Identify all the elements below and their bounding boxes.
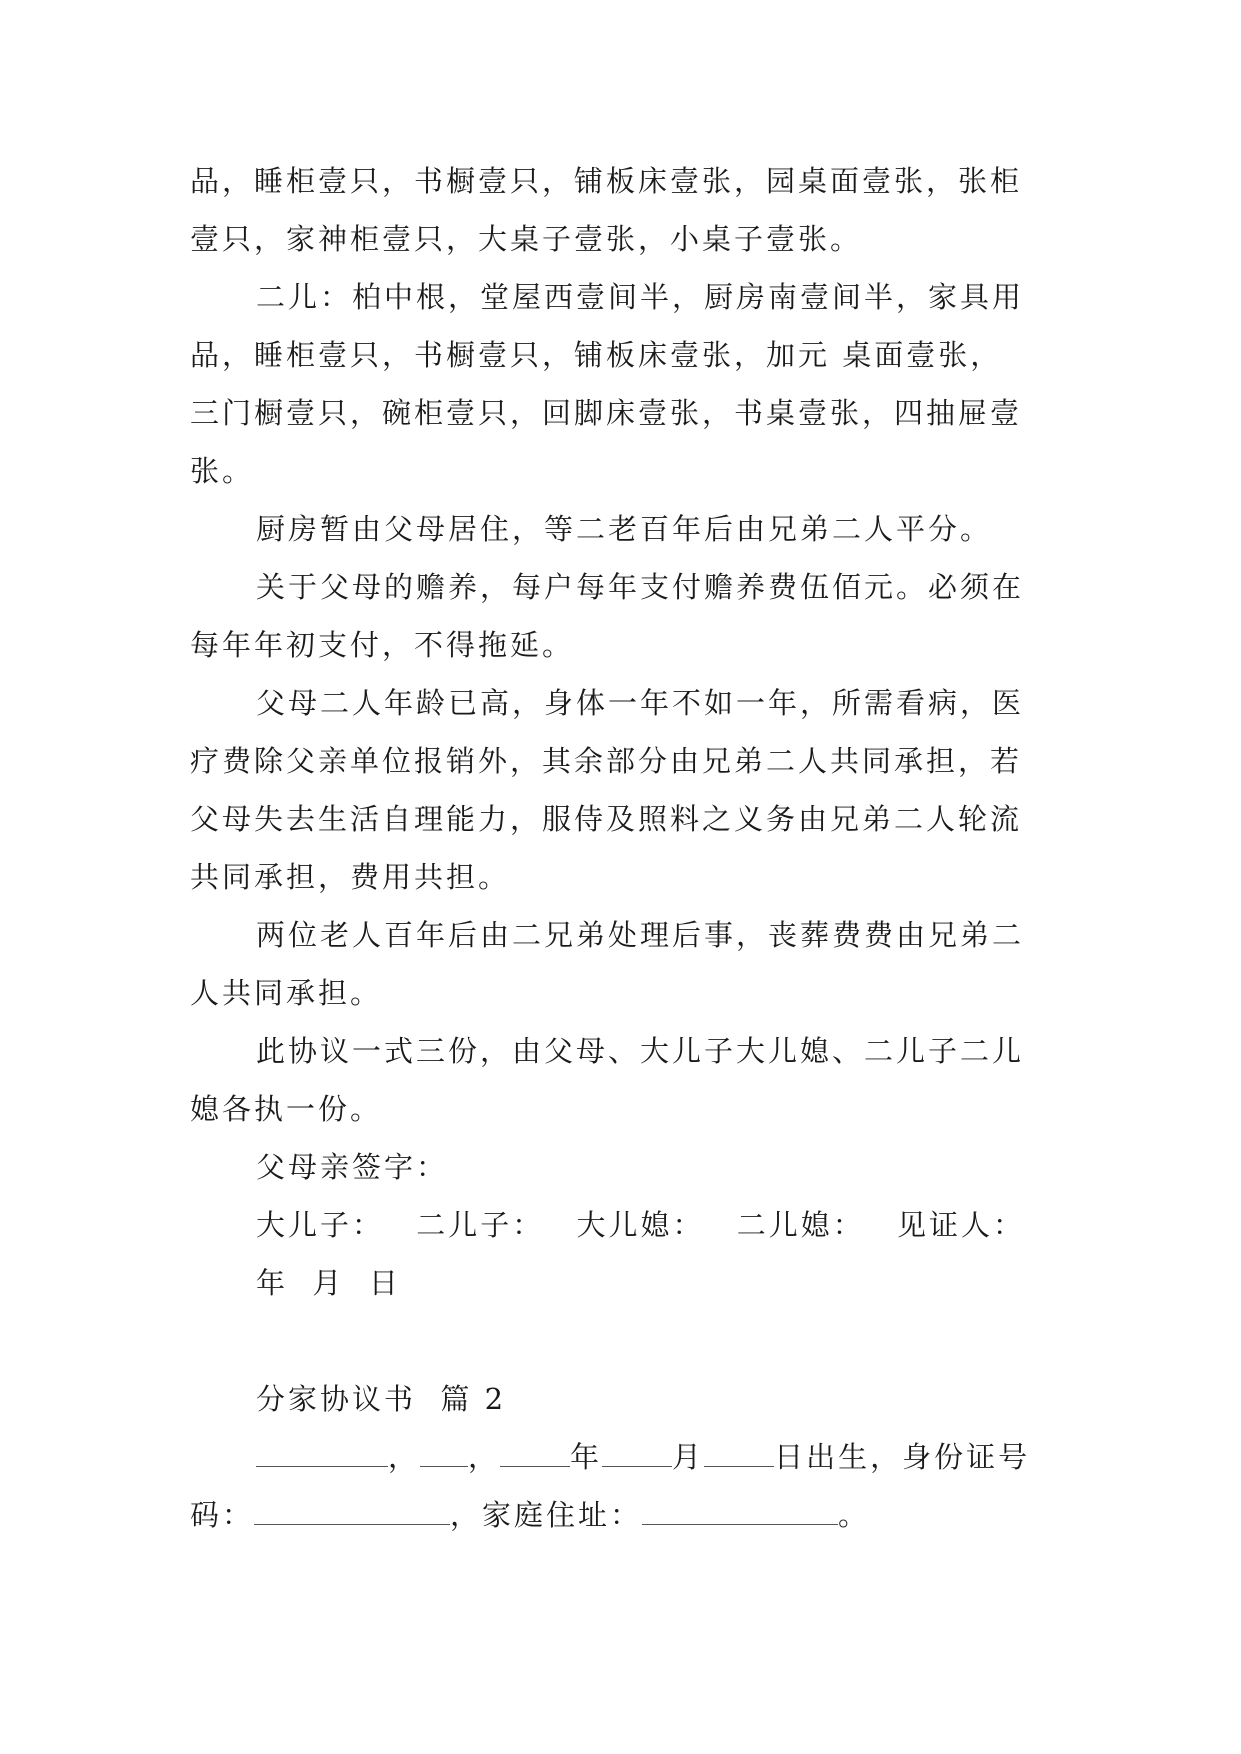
text-line: 疗费除父亲单位报销外，其余部分由兄弟二人共同承担，若	[190, 744, 1023, 778]
form-line-1	[190, 1428, 1052, 1486]
signature-second-daughter-in-law: 二儿媳：	[736, 1208, 865, 1242]
text-line: 父母失去生活自理能力，服侍及照料之义务由兄弟二人轮流	[190, 802, 1023, 836]
signature-line	[190, 1196, 1052, 1254]
text-line: 两位老人百年后由二兄弟处理后事，丧葬费费由兄弟二	[256, 918, 1025, 952]
form-end: 。	[838, 1498, 871, 1532]
text-line: 关于父母的赡养，每户每年支付赡养费伍佰元。必须在	[256, 570, 1025, 604]
form-line-2	[190, 1486, 1052, 1544]
gender-blank	[420, 1440, 468, 1467]
month-blank	[602, 1440, 672, 1467]
month-label: 月	[672, 1440, 705, 1474]
text-line: 父母亲签字：	[256, 1150, 449, 1184]
text-line: 父母二人年龄已高，身体一年不如一年，所需看病，医	[256, 686, 1025, 720]
text-line: 二儿：柏中根，堂屋西壹间半，厨房南壹间半，家具用	[256, 280, 1025, 314]
year-label: 年	[570, 1440, 603, 1474]
year-blank	[500, 1440, 570, 1467]
day-suffix: 日出生，身份证号	[774, 1440, 1031, 1474]
text-line: 张。	[190, 454, 255, 488]
text-line: 壹只，家神柜壹只，大桌子壹张，小桌子壹张。	[190, 222, 863, 256]
signature-eldest-son: 大儿子：	[256, 1208, 385, 1242]
section-gap	[190, 1312, 1052, 1370]
paragraph-lines	[190, 152, 1052, 1196]
text-line: 人共同承担。	[190, 976, 383, 1010]
text-line: 每年年初支付，不得拖延。	[190, 628, 575, 662]
section2-title: 分家协议书 篇 2	[256, 1382, 507, 1416]
text-line: 共同承担，费用共担。	[190, 860, 511, 894]
form-sep-2: ，	[468, 1440, 501, 1474]
form-sep-1: ，	[388, 1440, 421, 1474]
text-line: 媳各执一份。	[190, 1092, 383, 1126]
signature-witness: 见证人：	[896, 1208, 1025, 1242]
id-label: 码：	[190, 1498, 255, 1532]
text-line: 此协议一式三份，由父母、大儿子大儿媳、二儿子二儿	[256, 1034, 1025, 1068]
text-line: 厨房暂由父母居住，等二老百年后由兄弟二人平分。	[256, 512, 993, 546]
text-line: 品，睡柜壹只，书橱壹只，铺板床壹张，加元 桌面壹张，	[190, 338, 1003, 372]
address-label: ，家庭住址：	[450, 1498, 643, 1532]
day-blank	[704, 1440, 774, 1467]
address-blank	[642, 1498, 838, 1525]
document-body	[190, 152, 1052, 1544]
id-number-blank	[254, 1498, 450, 1525]
signature-second-son: 二儿子：	[416, 1208, 545, 1242]
signature-eldest-daughter-in-law: 大儿媳：	[576, 1208, 705, 1242]
date-line: 年 月 日	[256, 1266, 401, 1300]
name-blank	[256, 1440, 388, 1467]
text-line: 三门橱壹只，碗柜壹只，回脚床壹张，书桌壹张，四抽屉壹	[190, 396, 1023, 430]
text-line: 品，睡柜壹只，书橱壹只，铺板床壹张，园桌面壹张，张柜	[190, 164, 1023, 198]
